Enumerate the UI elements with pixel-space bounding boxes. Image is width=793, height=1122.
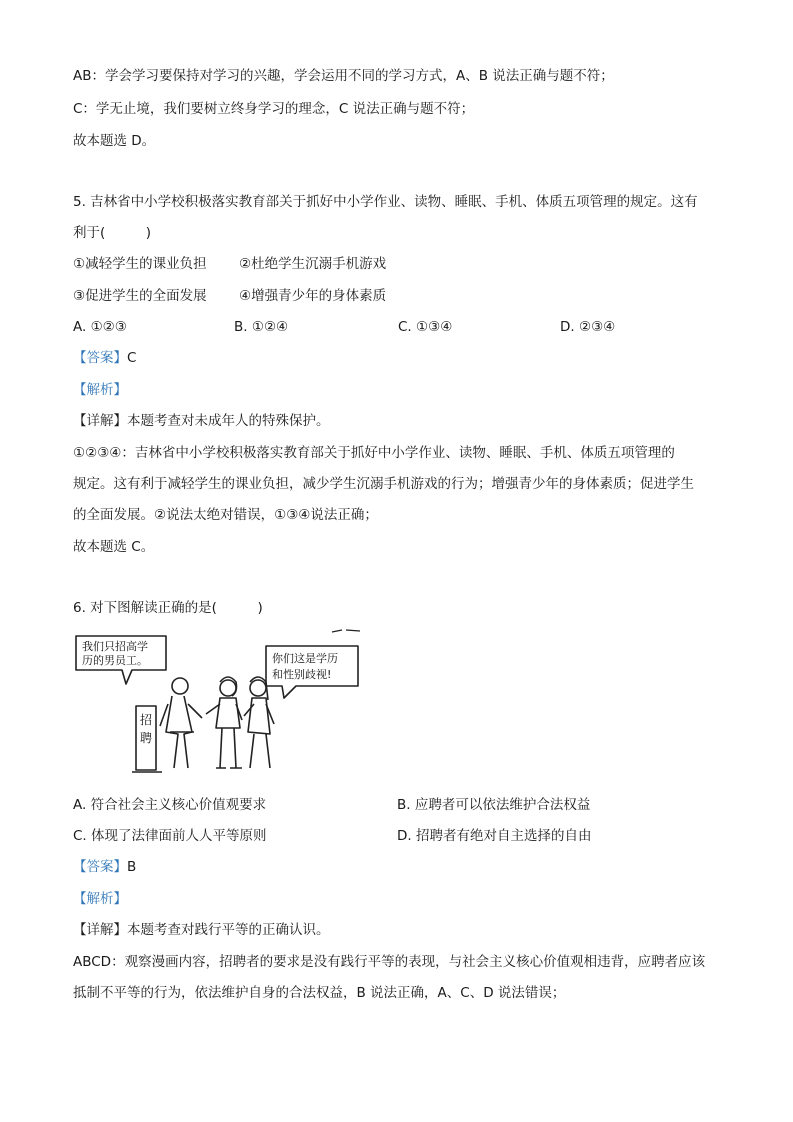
q5-explanation-line1: ①②③④：吉林省中小学校积极落实教育部关于抓好中小学作业、读物、睡眠、手机、体质五项管理的 (73, 445, 675, 461)
bubble-left-line1: 我们只招高学 (82, 640, 148, 653)
q6-detail-text: 本题考查对践行平等的正确认识。 (127, 922, 330, 938)
q6-options-row2 (73, 826, 733, 846)
q5-option-c: C. ①③④ (398, 319, 453, 335)
q6-option-d: D. 招聘者有绝对自主选择的自由 (397, 828, 592, 844)
recruiter-figure (160, 678, 202, 768)
q5-explanation-line2: 规定。这有利于减轻学生的课业负担，减少学生沉溺手机游戏的行为；增强青少年的身体素质；促进学生 (73, 476, 694, 492)
answer-tag: 【答案】 (73, 350, 127, 366)
answer-tag: 【答案】 (73, 859, 127, 875)
q5-answer: C (127, 350, 137, 366)
q6-detail-line (73, 920, 733, 940)
q5-analysis-tag: 【解析】 (73, 382, 127, 398)
q5-detail-line (73, 411, 733, 431)
applicant-figure-2 (244, 677, 274, 768)
q4-conclusion: 故本题选 D。 (73, 133, 156, 149)
q6-explanation-line2: 抵制不平等的行为，依法维护自身的合法权益，B 说法正确，A、C、D 说法错误； (73, 985, 566, 1001)
q5-option-d: D. ②③④ (560, 319, 616, 335)
bubble-right-line2: 和性别歧视! (272, 668, 332, 681)
q6-option-c: C. 体现了法律面前人人平等原则 (73, 828, 267, 844)
q5-stem-line1: 5. 吉林省中小学校积极落实教育部关于抓好中小学作业、读物、睡眠、手机、体质五项管理的规定。这有 (73, 194, 698, 210)
q5-conclusion: 故本题选 C。 (73, 539, 155, 555)
q6-answer: B (127, 859, 137, 875)
sign-char-2: 聘 (140, 731, 153, 745)
q4-explanation-c: C：学无止境，我们要树立终身学习的理念，C 说法正确与题不符； (73, 101, 475, 117)
q6-answer-line (73, 857, 733, 877)
sign-char-1: 招 (140, 713, 153, 727)
q5-answer-line (73, 348, 733, 368)
q5-stem-line2: 利于( ) (73, 225, 152, 241)
q5-option-a: A. ①②③ (73, 319, 127, 335)
applicant-figure-1 (206, 677, 242, 768)
q6-analysis-tag: 【解析】 (73, 891, 127, 907)
q6-option-b: B. 应聘者可以依法维护合法权益 (397, 797, 591, 813)
q5-explanation-line3: 的全面发展。②说法太绝对错误，①③④说法正确； (73, 507, 378, 523)
bubble-left-line2: 历的男员工。 (82, 654, 148, 667)
q6-explanation-line1: ABCD：观察漫画内容，招聘者的要求是没有践行平等的表现，与社会主义核心价值观相违背，应聘者应该 (73, 954, 706, 970)
q5-statements-row1 (73, 254, 733, 274)
detail-tag: 【详解】 (73, 413, 127, 429)
q5-statement-1: ①减轻学生的课业负担 (73, 256, 207, 272)
q5-statement-2: ②杜绝学生沉溺手机游戏 (239, 256, 387, 272)
q4-explanation-ab: AB：学会学习要保持对学习的兴趣，学会运用不同的学习方式，A、B 说法正确与题不符； (73, 68, 614, 84)
q5-detail-text: 本题考查对未成年人的特殊保护。 (127, 413, 330, 429)
q6-option-a: A. 符合社会主义核心价值观要求 (73, 797, 267, 813)
q5-statements-row2 (73, 286, 733, 306)
bubble-right-line1: 你们这是学历 (272, 652, 338, 665)
q5-option-b: B. ①②④ (234, 319, 289, 335)
q5-statement-4: ④增强青少年的身体素质 (239, 288, 387, 304)
q5-statement-3: ③促进学生的全面发展 (73, 288, 207, 304)
q6-stem: 6. 对下图解读正确的是( ) (73, 600, 263, 616)
q5-options (73, 317, 733, 337)
q6-options-row1 (73, 795, 733, 815)
recruitment-cartoon (70, 628, 370, 780)
detail-tag: 【详解】 (73, 922, 127, 938)
